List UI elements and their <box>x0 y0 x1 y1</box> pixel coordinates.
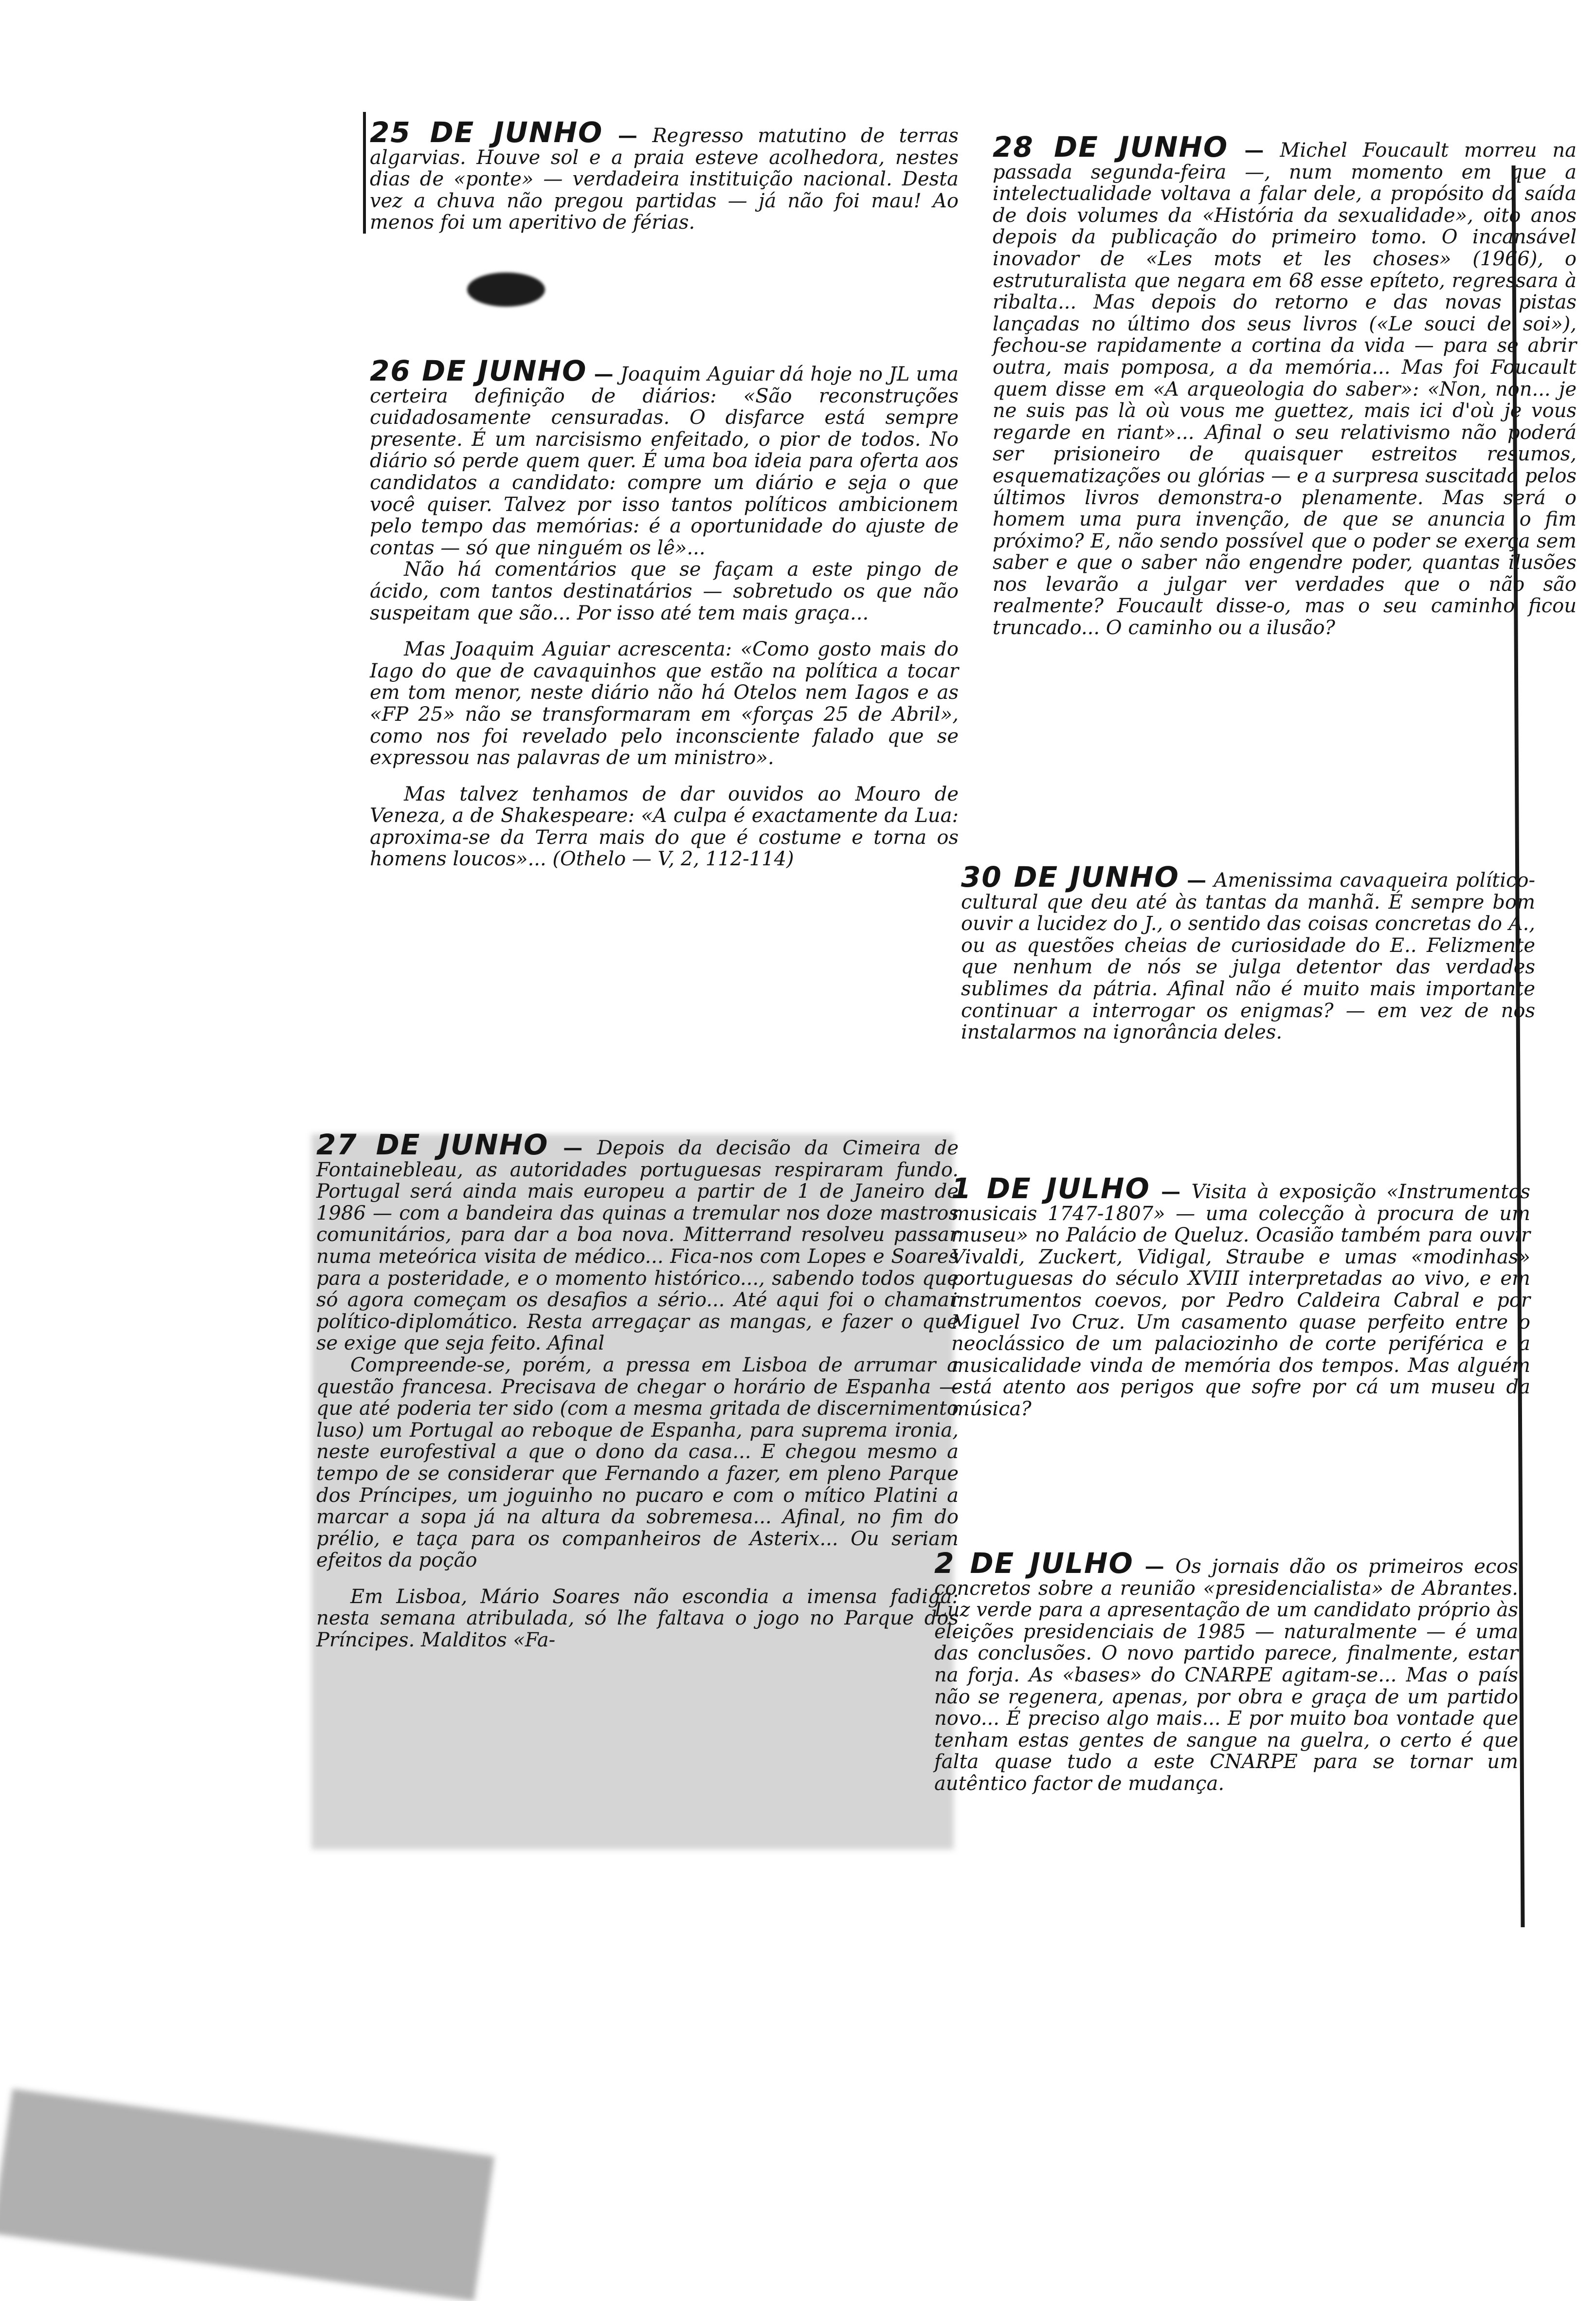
entry-body: 26 DE JUNHO — Joaquim Aguiar dá hoje no JL uma certeira definição de diários: «São reconstruções cuidadosamente censuradas. O disfarce está sempre presente. É um narcisismo enfeitado, o pior de todos. No diário só perde quem quer. É uma boa ideia para oferta aos candidatos a candidato: compre um diário e seja o que você quiser. Talvez por isso tantos políticos ambicionem pelo tempo das memórias: é a oportunidade do ajuste de contas — só que ninguém os lê»... Não há comentários que se façam a este pingo de ácido, com tantos destinatários — sobretudo os que não suspeitam que são... Por isso até tem mais graça... Mas Joaquim Aguiar acrescenta: «Como gosto mais do Iago do que de cavaquinhos que estão na política a tocar em tom menor, neste diário não há Otelos nem Iagos e as «FP 25» não se transformaram em «forças 25 de Abril», como nos foi revelado pelo inconsciente falado que se expressou nas palavras de um ministro». Mas talvez tenhamos de dar ouvidos ao Mouro de Veneza, a de Shakespeare: «A culpa é exactamente da Lua: aproxima-se da Terra mais do que é costume e torna os homens loucos»... (Othelo — V, 2, 112-114) <box>370 354 959 871</box>
entry-body: 27 DE JUNHO — Depois da decisão da Cimeira de Fontainebleau, as autoridades portuguesas respiraram fundo. Portugal será ainda mais europeu a partir de 1 de Janeiro de 1986 — com a bandeira das quinas a tremular nos doze mastros comunitários, para dar a boa nova. Mitterrand resolveu passar numa meteórica visita de médico... Fica-nos com Lopes e Soares para a posteridade, e o momento histórico..., sabendo todos que só agora começam os desafios a sério... Até aqui foi o chamar político-diplomático. Resta arregaçar as mangas, e fazer o que se exige que seja feito. Afinal Compreende-se, porém, a pressa em Lisboa de arrumar a questão francesa. Precisava de chegar o horário de Espanha — que até poderia ter sido (com a mesma gritada de discernimento luso) um Portugal ao reboque de Espanha, para suprema ironia, neste eurofestival a que o dono da casa... E chegou mesmo a tempo de se considerar que Fernando a fazer, em pleno Parque dos Príncipes, um joguinho no pucaro e com o mítico Platini a marcar a sopa já na altura da sobremesa... Afinal, no fim do prélio, e taça para os companheiros de Asterix... Ou seriam efeitos da poção Em Lisboa, Mário Soares não escondia a imensa fadiga: nesta semana atribulada, só lhe faltava o jogo no Parque dos Príncipes. Malditos «Fa- <box>316 1128 959 1652</box>
entry-date: 2 DE JULHO <box>934 1547 1134 1580</box>
entry-date: 25 DE JUNHO <box>370 116 603 149</box>
entry-paragraph: Compreende-se, porém, a pressa em Lisboa de arrumar a questão francesa. Precisava de chegar o horário de Espanha — que até poderia ter sido (com a mesma gritada de discernimento luso) um Portugal ao reboque de Espanha, para suprema ironia, neste eurofestival a que o dono da casa... E chegou mesmo a tempo de se considerar que Fernando a fazer, em pleno Parque dos Príncipes, um joguinho no pucaro e com o mítico Platini a marcar a sopa já na altura da sobremesa... Afinal, no fim do prélio, e taça para os companheiros de Asterix... Ou seriam efeitos da poção <box>316 1353 959 1572</box>
entry-1-julho <box>951 1172 1530 1420</box>
entry-date: 28 DE JUNHO <box>993 130 1229 164</box>
entry-paragraph: Michel Foucault morreu na passada segunda-feira —, num momento em que a intelectualidade voltava a falar dele, a propósito da saída de dois volumes da «História da sexualidade», oito anos depois da publicação do primeiro tomo. O incansável inovador de «Les mots et les choses» (1966), o estruturalista que negara em 68 esse epíteto, regressara à ribalta... Mas depois do retorno e das novas pistas lançadas no último dos seus livros («Le souci de soi»), fechou-se rapidamente a cortina da vida — para se abrir outra, mais pomposa, a da memória... Mas foi Foucault quem disse em «A arqueologia do saber»: «Non, non... je ne suis pas là où vous me guettez, mais ici d'où je vous regarde en riant»... Afinal o seu relativismo não poderá ser prisioneiro de quaisquer estreitos resumos, esquematizações ou glórias — e a surpresa suscitada pelos últimos livros demonstra-o plenamente. Mas será o homem uma pura invenção, de que se anuncia o fim próximo? E, não sendo possível que o poder se exerça sem saber e que o saber não engendre poder, quantas ilusões nos levarão a julgar ver verdades que o não são realmente? Foucault disse-o, mas o seu caminho ficou truncado... O caminho ou a ilusão? <box>993 139 1577 639</box>
ink-blot <box>467 273 545 307</box>
entry-body: 30 DE JUNHO — Amenissima cavaqueira político-cultural que deu até às tantas da manhã. É sempre bom ouvir a lucidez do J., o sentido das coisas concretas do A., ou as questões cheias de curiosidade do E.. Felizmente que nenhum de nós se julga detentor das verdades sublimes da pátria. Afinal não é muito mais importante continuar a interrogar os enigmas? — em vez de nos instalarmos na ignorância deles. <box>961 860 1535 1044</box>
entry-body: 28 DE JUNHO — Michel Foucault morreu na passada segunda-feira —, num momento em que a intelectualidade voltava a falar dele, a propósito da saída de dois volumes da «História da sexualidade», oito anos depois da publicação do primeiro tomo. O incansável inovador de «Les mots et les choses» (1966), o estruturalista que negara em 68 esse epíteto, regressara à ribalta... Mas depois do retorno e das novas pistas lançadas no último dos seus livros («Le souci de soi»), fechou-se rapidamente a cortina da vida — para se abrir outra, mais pomposa, a da memória... Mas foi Foucault quem disse em «A arqueologia do saber»: «Non, non... je ne suis pas là où vous me guettez, mais ici d'où je vous regarde en riant»... Afinal o seu relativismo não poderá ser prisioneiro de quaisquer estreitos resumos, esquematizações ou glórias — e a surpresa suscitada pelos últimos livros demonstra-o plenamente. Mas será o homem uma pura invenção, de que se anuncia o fim próximo? E, não sendo possível que o poder se exerça sem saber e que o saber não engendre poder, quantas ilusões nos levarão a julgar ver verdades que o não são realmente? Foucault disse-o, mas o seu caminho ficou truncado... O caminho ou a ilusão? <box>993 130 1577 639</box>
entry-paragraph: Mas talvez tenhamos de dar ouvidos ao Mouro de Veneza, a de Shakespeare: «A culpa é exactamente da Lua: aproxima-se da Terra mais do que é costume e torna os homens loucos»... (Othelo — V, 2, 112-114) <box>370 783 959 871</box>
scan-shadow-bottom-left <box>0 2089 494 2301</box>
entry-paragraph: Em Lisboa, Mário Soares não escondia a imensa fadiga: nesta semana atribulada, só lhe faltava o jogo no Parque dos Príncipes. Malditos «Fa- <box>316 1585 959 1652</box>
left-margin-rule <box>363 112 366 234</box>
entry-date: 30 DE JUNHO <box>961 860 1179 894</box>
entry-paragraph: Amenissima cavaqueira político-cultural que deu até às tantas da manhã. É sempre bom ouvir a lucidez do J., o sentido das coisas concretas do A., ou as questões cheias de curiosidade do E.. Felizmente que nenhum de nós se julga detentor das verdades sublimes da pátria. Afinal não é muito mais importante continuar a interrogar os enigmas? — em vez de nos instalarmos na ignorância deles. <box>961 869 1535 1044</box>
entry-26-junho <box>370 354 959 871</box>
entry-body: 2 DE JULHO — Os jornais dão os primeiros ecos concretos sobre a reunião «presidencialista» de Abrantes. Luz verde para a apresentação de um candidato próprio às eleições presidenciais de 1985 — naturalmente — é uma das conclusões. O novo partido parece, finalmente, estar na forja. As «bases» do CNARPE agitam-se... Mas o país não se regenera, apenas, por obra e graça de um partido novo... É preciso algo mais... E por muito boa vontade que tenham estas gentes de sangue na guelra, o certo é que falta quase tudo a este CNARPE para se tornar um autêntico factor de mudança. <box>934 1547 1518 1795</box>
entry-paragraph: Joaquim Aguiar dá hoje no JL uma certeira definição de diários: «São reconstruções cuidadosamente censuradas. O disfarce está sempre presente. É um narcisismo enfeitado, o pior de todos. No diário só perde quem quer. É uma boa ideia para oferta aos candidatos a candidato: compre um diário e seja o que você quiser. Talvez por isso tantos políticos ambicionem pelo tempo das memórias: é a oportunidade do ajuste de contas — só que ninguém os lê»... <box>370 363 959 559</box>
entry-30-junho <box>961 860 1535 1044</box>
entry-25-junho <box>370 116 959 234</box>
entry-date: 1 DE JULHO <box>951 1172 1150 1205</box>
entry-body: 1 DE JULHO — Visita à exposição «Instrumentos musicais 1747-1807» — uma colecção à procura de um museu» no Palácio de Queluz. Ocasião também para ouvir Vivaldi, Zuckert, Vidigal, Straube e umas «modinhas» portuguesas do século XVIII interpretadas ao vivo, e em instrumentos coevos, por Pedro Caldeira Cabral e por Miguel Ivo Cruz. Um casamento quase perfeito entre o neoclássico de um palaciozinho de corte periférica e a musicalidade vinda de memória dos tempos. Mas alguém está atento aos perigos que sofre por cá um museu da música? <box>951 1172 1530 1420</box>
entry-date: 27 DE JUNHO <box>316 1128 549 1161</box>
entry-paragraph: Não há comentários que se façam a este pingo de ácido, com tantos destinatários — sobretudo os que não suspeitam que são... Por isso até tem mais graça... <box>370 558 959 624</box>
entry-paragraph: Os jornais dão os primeiros ecos concretos sobre a reunião «presidencialista» de Abrantes. Luz verde para a apresentação de um candidato próprio às eleições presidenciais de 1985 — naturalmente — é uma das conclusões. O novo partido parece, finalmente, estar na forja. As «bases» do CNARPE agitam-se... Mas o país não se regenera, apenas, por obra e graça de um partido novo... É preciso algo mais... E por muito boa vontade que tenham estas gentes de sangue na guelra, o certo é que falta quase tudo a este CNARPE para se tornar um autêntico factor de mudança. <box>934 1555 1518 1795</box>
entry-paragraph: Mas Joaquim Aguiar acrescenta: «Como gosto mais do Iago do que de cavaquinhos que estão na política a tocar em tom menor, neste diário não há Otelos nem Iagos e as «FP 25» não se transformaram em «forças 25 de Abril», como nos foi revelado pelo inconsciente falado que se expressou nas palavras de um ministro». <box>370 638 959 769</box>
entry-paragraph: Visita à exposição «Instrumentos musicais 1747-1807» — uma colecção à procura de um museu» no Palácio de Queluz. Ocasião também para ouvir Vivaldi, Zuckert, Vidigal, Straube e umas «modinhas» portuguesas do século XVIII interpretadas ao vivo, e em instrumentos coevos, por Pedro Caldeira Cabral e por Miguel Ivo Cruz. Um casamento quase perfeito entre o neoclássico de um palaciozinho de corte periférica e a musicalidade vinda de memória dos tempos. Mas alguém está atento aos perigos que sofre por cá um museu da música? <box>951 1181 1530 1420</box>
entry-body: 25 DE JUNHO — Regresso matutino de terras algarvias. Houve sol e a praia esteve acolhedora, nestes dias de «ponte» — verdadeira instituição nacional. Desta vez a chuva não pregou partidas — já não foi mau! Ao menos foi um aperitivo de férias. <box>370 116 959 234</box>
entry-paragraph: Regresso matutino de terras algarvias. Houve sol e a praia esteve acolhedora, nestes dias de «ponte» — verdadeira instituição nacional. Desta vez a chuva não pregou partidas — já não foi mau! Ao menos foi um aperitivo de férias. <box>370 125 959 234</box>
entry-2-julho <box>934 1547 1518 1795</box>
entry-27-junho <box>316 1128 959 1652</box>
entry-28-junho <box>993 130 1577 639</box>
entry-date: 26 DE JUNHO <box>370 354 587 387</box>
entry-paragraph: Depois da decisão da Cimeira de Fontainebleau, as autoridades portuguesas respiraram fundo. Portugal será ainda mais europeu a partir de 1 de Janeiro de 1986 — com a bandeira das quinas a tremular nos doze mastros comunitários, para dar a boa nova. Mitterrand resolveu passar numa meteórica visita de médico... Fica-nos com Lopes e Soares para a posteridade, e o momento histórico..., sabendo todos que só agora começam os desafios a sério... Até aqui foi o chamar político-diplomático. Resta arregaçar as mangas, e fazer o que se exige que seja feito. Afinal <box>316 1137 959 1355</box>
